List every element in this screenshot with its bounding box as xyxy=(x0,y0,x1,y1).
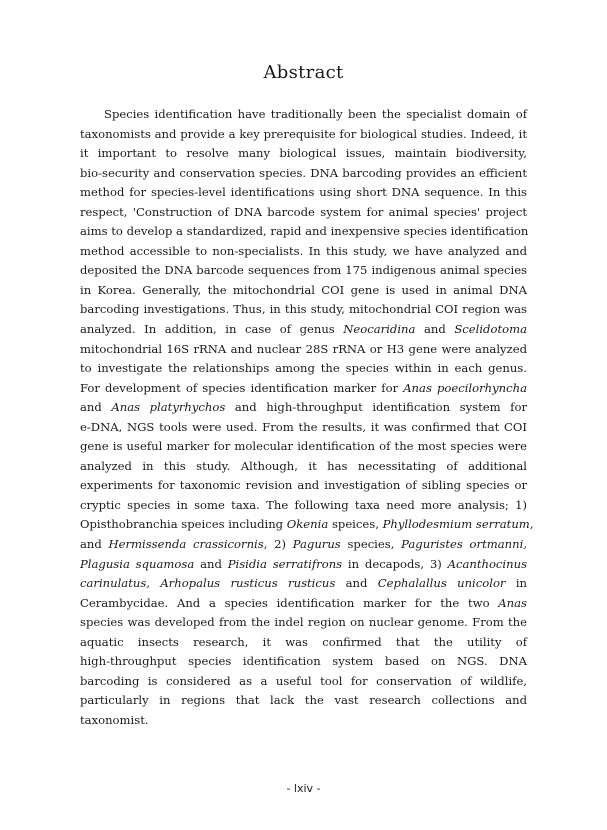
paragraph-line xyxy=(80,183,527,203)
paragraph-line xyxy=(80,105,527,125)
paragraph-line xyxy=(80,555,527,575)
species-name: Hermissenda crassicornis xyxy=(108,537,264,552)
text-run: analyzed in this study. Although, it has necessitating of additional xyxy=(80,458,527,473)
text-run: aquatic insects research, it was confirmed that the utility of xyxy=(80,634,527,649)
text-run: high-throughput species identification system based on NGS. DNA xyxy=(80,654,527,669)
paragraph-line xyxy=(80,515,534,535)
text-run: For development of species identification marker for xyxy=(80,380,404,395)
paragraph-line xyxy=(80,633,527,653)
paragraph-line xyxy=(80,672,527,692)
text-run: and xyxy=(194,556,228,571)
paragraph-line xyxy=(80,125,527,145)
text-run: mitochondrial 16S rRNA and nuclear 28S rRNA or H3 gene were analyzed xyxy=(80,341,527,356)
species-name: Plagusia squamosa xyxy=(80,556,195,571)
species-name: Anas platyrhychos xyxy=(111,400,226,415)
paragraph-line xyxy=(80,437,527,457)
text-run: in decapods, 3) xyxy=(342,556,448,571)
text-run: particularly in regions that lack the vast research collections and xyxy=(80,693,527,708)
text-run: to investigate the relationships among the species within in each genus. xyxy=(80,361,527,376)
species-name: Neocaridina xyxy=(343,322,416,337)
paragraph-line xyxy=(80,164,527,184)
text-run: cryptic species in some taxa. The following taxa need more analysis; 1) xyxy=(80,497,527,512)
text-run: deposited the DNA barcode sequences from 175 indigenous animal species xyxy=(80,263,527,278)
text-run: it important to resolve many biological issues, maintain biodiversity, xyxy=(80,146,527,161)
species-name: Phyllodesmium serratum xyxy=(382,517,530,532)
text-run: Opisthobranchia speices including xyxy=(80,517,287,532)
paragraph-line xyxy=(80,418,527,438)
text-run: and xyxy=(335,576,378,591)
species-name: Pagurus xyxy=(292,537,341,552)
text-run: , 2) xyxy=(263,537,293,552)
text-run: gene is useful marker for molecular identification of the most species were xyxy=(80,439,527,454)
paragraph-line xyxy=(80,496,527,516)
text-run: and high-throughput identification system for xyxy=(225,400,527,415)
species-name: Acanthocinus xyxy=(447,556,528,571)
text-run: taxonomist. xyxy=(80,712,149,727)
paragraph-line xyxy=(80,203,527,223)
paragraph-line xyxy=(80,691,527,711)
text-run: barcoding is considered as a useful tool for conservation of wildlife, xyxy=(80,673,527,688)
text-run: taxonomists and provide a key prerequisite for biological studies. Indeed, it xyxy=(80,126,527,141)
text-run: analyzed. In addition, in case of genus xyxy=(80,322,344,337)
species-name: Anas poecilorhyncha xyxy=(403,380,528,395)
paragraph-line xyxy=(80,476,527,496)
paragraph-line xyxy=(80,535,527,555)
paragraph-line xyxy=(80,320,527,340)
text-run: species, xyxy=(340,537,402,552)
paragraph-line xyxy=(80,594,527,614)
text-run: bio-security and conservation species. DNA barcoding provides an efficient xyxy=(80,165,527,180)
text-run: e-DNA, NGS tools were used. From the results, it was confirmed that COI xyxy=(80,419,527,434)
species-name: Paguristes ortmanni, xyxy=(401,537,527,552)
paragraph-line xyxy=(80,144,527,164)
text-run: in xyxy=(505,576,528,591)
paragraph-line xyxy=(80,261,527,281)
paragraph-line xyxy=(80,222,527,242)
text-run: Species identification have traditionally been the specialist domain of xyxy=(104,107,527,121)
paragraph-line xyxy=(80,398,527,418)
text-run: method accessible to non-specialists. In this study, we have analyzed and xyxy=(80,243,527,258)
text-run: species was developed from the indel region on nuclear genome. From the xyxy=(80,615,527,630)
species-name: carinulatus, Arhopalus rusticus rusticus xyxy=(80,576,336,591)
paragraph-line xyxy=(80,574,527,594)
text-run: aims to develop a standardized, rapid and inexpensive species identification xyxy=(80,224,529,239)
text-run: experiments for taxonomic revision and investigation of sibling species or xyxy=(80,478,527,493)
paragraph-line xyxy=(80,652,527,672)
text-run: , xyxy=(529,517,534,532)
paragraph-line xyxy=(80,359,527,379)
text-run: and xyxy=(80,537,109,552)
abstract-paragraph xyxy=(80,105,534,731)
species-name: Cephalallus unicolor xyxy=(377,576,506,591)
text-run: Cerambycidae. And a species identification marker for the two xyxy=(80,595,499,610)
species-name: Scelidotoma xyxy=(454,322,527,337)
text-run: method for species-level identifications using short DNA sequence. In this xyxy=(80,185,527,200)
paragraph-line xyxy=(80,613,527,633)
text-run: speices, xyxy=(328,517,383,532)
text-run: respect, 'Construction of DNA barcode system for animal species' project xyxy=(80,204,527,219)
paragraph-line xyxy=(80,457,527,477)
page-number: - lxiv - xyxy=(286,782,321,795)
paragraph-line xyxy=(80,711,527,731)
text-run: and xyxy=(80,400,112,415)
paragraph-line xyxy=(80,340,527,360)
paragraph-line xyxy=(80,242,527,262)
text-run: barcoding investigations. Thus, in this study, mitochondrial COI region was xyxy=(80,302,527,317)
text-run: in Korea. Generally, the mitochondrial COI gene is used in animal DNA xyxy=(80,282,527,297)
species-name: Okenia xyxy=(286,517,329,532)
paragraph-line xyxy=(80,300,527,320)
page-title: Abstract xyxy=(263,62,344,83)
species-name: Anas xyxy=(498,595,527,610)
text-run: and xyxy=(415,322,455,337)
paragraph-line xyxy=(80,281,527,301)
species-name: Pisidia serratifrons xyxy=(227,556,343,571)
paragraph-line xyxy=(80,379,527,399)
